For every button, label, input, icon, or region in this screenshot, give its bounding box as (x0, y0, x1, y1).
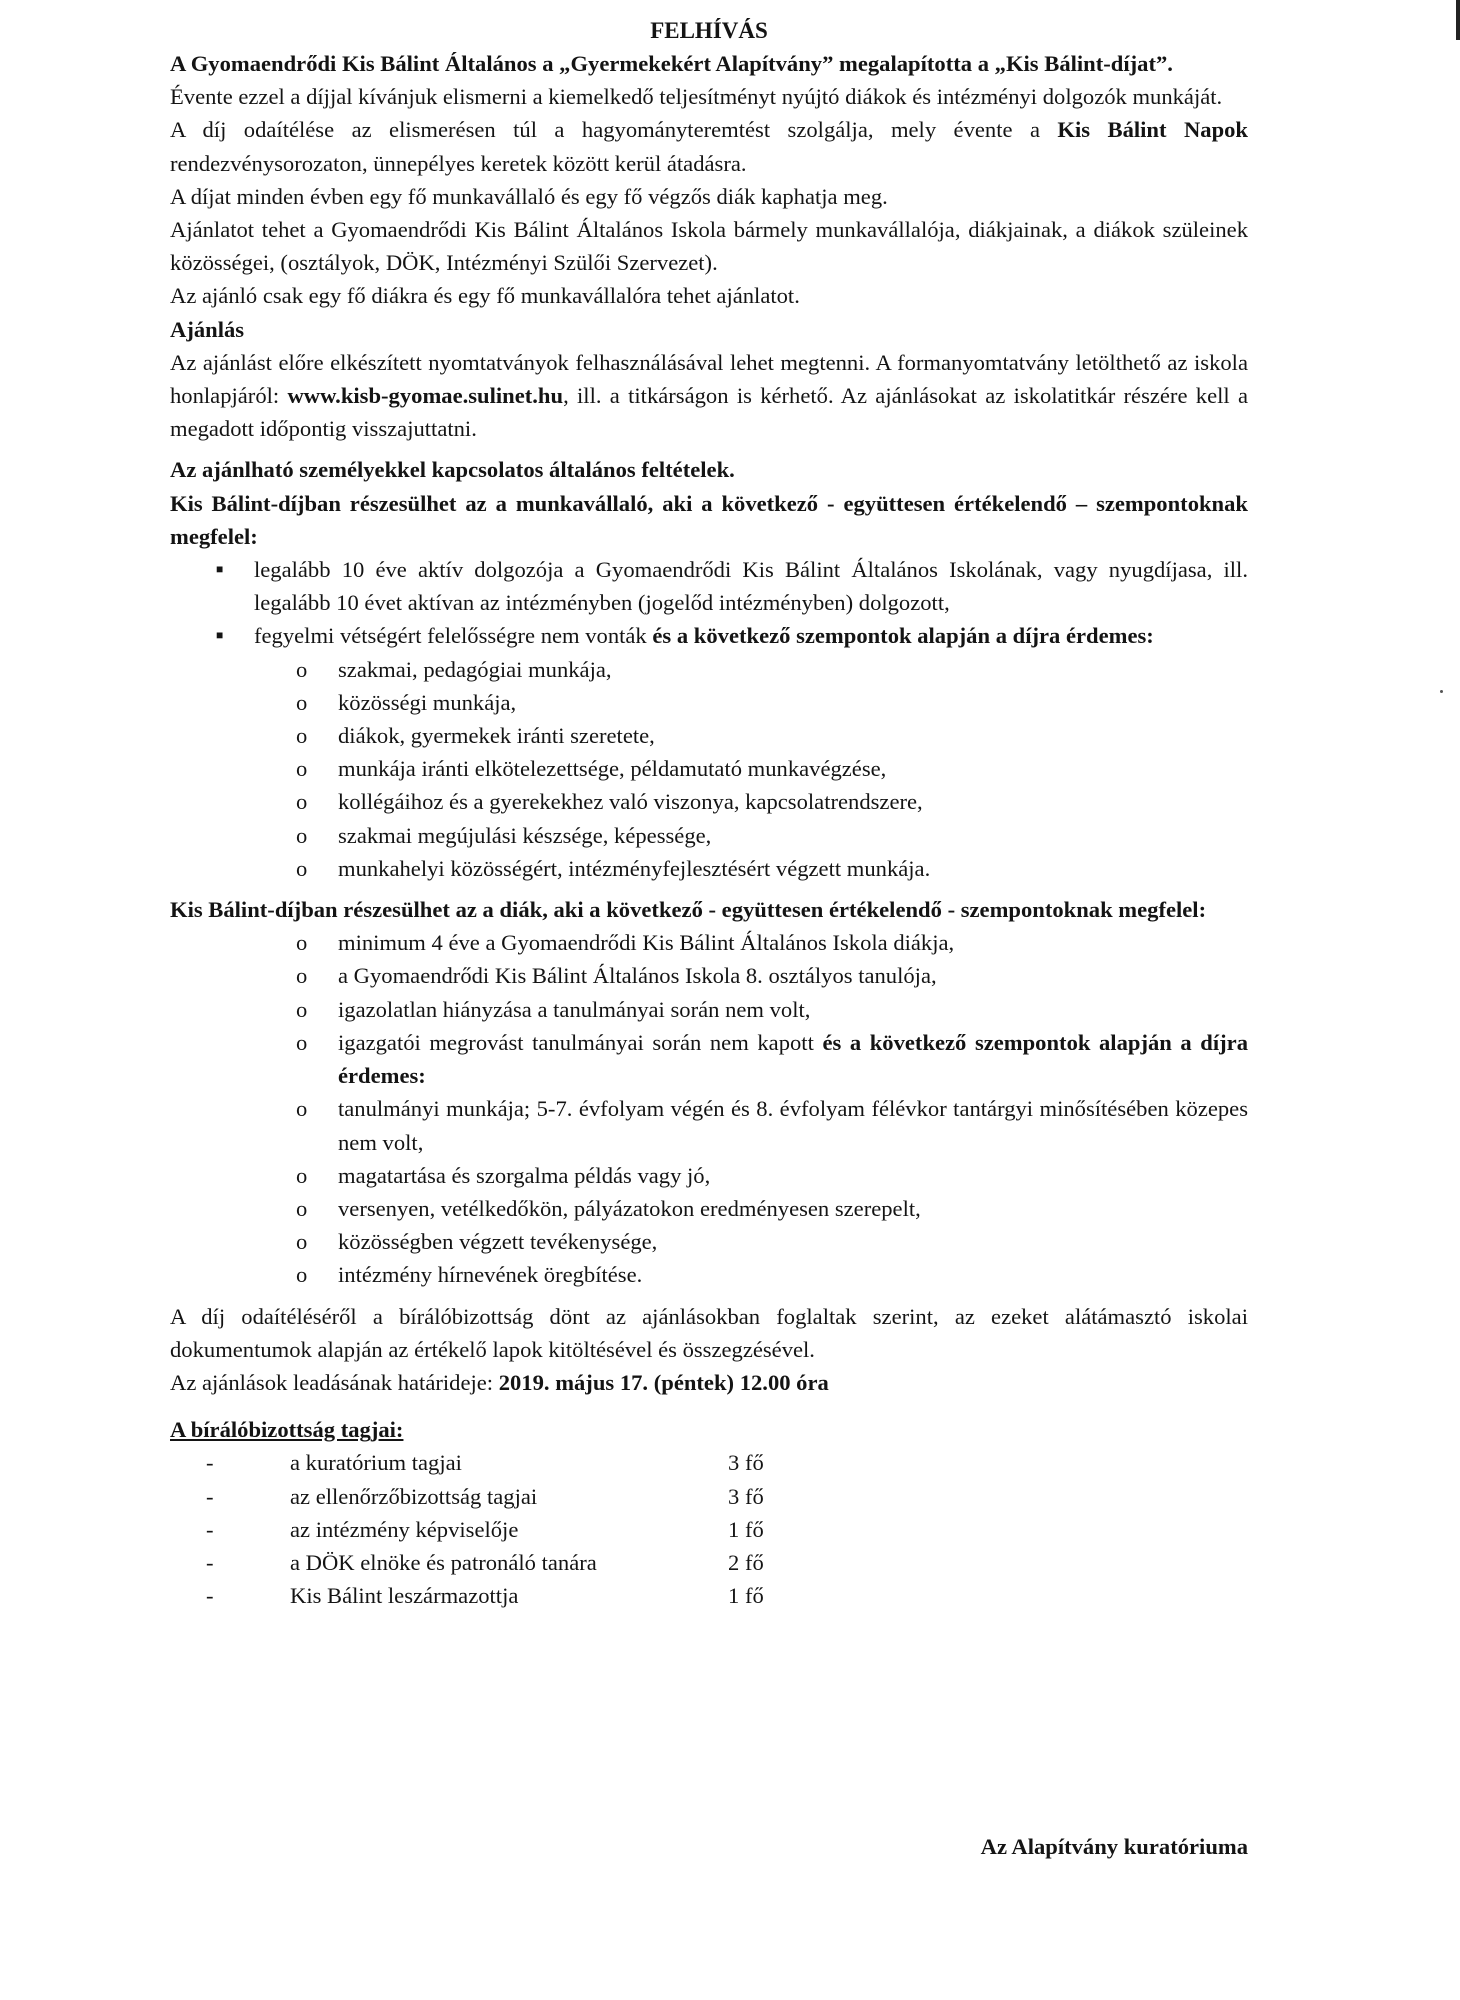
criterion-text: magatartása és szorgalma példás vagy jó, (338, 1162, 711, 1188)
criterion-text: versenyen, vetélkedőkön, pályázatokon eredményesen szerepelt, (338, 1195, 921, 1221)
circle-bullet-icon: o (296, 1262, 308, 1288)
list-item (170, 1258, 1248, 1291)
criterion-text: közösségi munkája, (338, 689, 517, 715)
criterion-text: a Gyomaendrődi Kis Bálint Általános Iskola 8. osztályos tanulója, (338, 963, 937, 989)
list-item (170, 926, 1248, 959)
committee-role: az ellenőrzőbizottság tagjai (290, 1483, 538, 1509)
dash-marker: - (206, 1450, 214, 1476)
intro-paragraph-4: Ajánlatot tehet a Gyomaendrődi Kis Bálint Általános Iskola bármely munkavállalója, diákjainak, a diákok szüleinek közösségei, (osztályok, DÖK, Intézményi Szülői Szervezet). (170, 217, 1248, 276)
list-item (170, 993, 1248, 1026)
circle-bullet-icon: o (296, 723, 308, 749)
signature: Az Alapítvány kuratóriuma (980, 1834, 1248, 1859)
circle-bullet-icon: o (296, 996, 308, 1022)
table-row (170, 1546, 808, 1579)
criterion-text: minimum 4 éve a Gyomaendrődi Kis Bálint Általános Iskola diákja, (338, 930, 955, 956)
document-page (170, 16, 1248, 1859)
student-criteria-list (170, 926, 1248, 1291)
dash-marker: - (206, 1583, 214, 1609)
intro-paragraph-2 (170, 113, 1248, 179)
committee-count: 1 fő (728, 1583, 764, 1609)
deadline-value: 2019. május 17. (péntek) 12.00 óra (498, 1369, 829, 1395)
list-item (170, 653, 1248, 686)
intro-p2-bold: Kis Bálint Napok (1057, 117, 1248, 143)
list-item (170, 686, 1248, 719)
criterion-text: kollégáihoz és a gyerekekhez való viszonya, kapcsolatrendszere, (338, 789, 923, 815)
document-title: FELHÍVÁS (650, 18, 768, 43)
committee-role: Kis Bálint leszármazottja (290, 1583, 519, 1609)
recommendation-text-pre: Az ajánlást előre elkészített nyomtatványok felhasználásával lehet megtenni. A formanyomtatvány letölthető az iskola honlapjáról: (170, 349, 1248, 409)
committee-role: az intézmény képviselője (290, 1516, 519, 1542)
committee-count: 1 fő (728, 1516, 764, 1542)
recommendation-text (170, 346, 1248, 446)
list-item (170, 819, 1248, 852)
intro-paragraph-1: Évente ezzel a díjjal kívánjuk elismerni a kiemelkedő teljesítményt nyújtó diákok és intézményi dolgozók munkáját. (170, 84, 1223, 110)
committee-role: a kuratórium tagjai (290, 1450, 462, 1476)
criterion-bold-text: és a következő szempontok alapján a díjra érdemes: (338, 1029, 1248, 1089)
circle-bullet-icon: o (296, 963, 308, 989)
table-row (170, 1579, 808, 1612)
criterion-text: szakmai, pedagógiai munkája, (338, 656, 612, 682)
deadline-label: Az ajánlások leadásának határideje: (170, 1369, 499, 1395)
square-bullet-icon: ■ (216, 628, 224, 643)
intro-paragraph-3: A díjat minden évben egy fő munkavállaló és egy fő végzős diák kaphatja meg. (170, 183, 888, 209)
scan-edge-artifact (1456, 0, 1460, 40)
recommendation-text-post: , ill. a titkárságon is kérhető. Az ajánlásokat az iskolatitkár részére kell a megadott időpontig visszajuttatni. (170, 383, 1248, 442)
circle-bullet-icon: o (296, 1029, 308, 1055)
intro-paragraph-5: Az ajánló csak egy fő diákra és egy fő munkavállalóra tehet ajánlatot. (170, 283, 800, 309)
circle-bullet-icon: o (296, 1195, 308, 1221)
criterion-text: munkahelyi közösségért, intézményfejlesztésért végzett munkája. (338, 855, 931, 881)
table-row (170, 1446, 808, 1479)
list-item (170, 785, 1248, 818)
table-row (170, 1480, 808, 1513)
circle-bullet-icon: o (296, 855, 308, 881)
intro-p2-tail: rendezvénysorozaton, ünnepélyes keretek között kerül átadásra. (170, 150, 747, 176)
circle-bullet-icon: o (296, 930, 308, 956)
deadline-line (170, 1366, 1248, 1399)
circle-bullet-icon: o (296, 756, 308, 782)
circle-bullet-icon: o (296, 689, 308, 715)
criterion-text: intézmény hírnevének öregbítése. (338, 1262, 643, 1288)
intro-p2-text: A díj odaítélése az elismerésen túl a hagyományteremtést szolgálja, mely évente a (170, 117, 1058, 143)
list-item (170, 553, 1248, 619)
circle-bullet-icon: o (296, 1229, 308, 1255)
square-bullet-icon: ■ (216, 562, 224, 577)
list-item (170, 752, 1248, 785)
intro-heading: A Gyomaendrődi Kis Bálint Általános a „Gyermekekért Alapítvány” megalapította a „Kis Bálint-díjat”. (170, 51, 1173, 76)
recommendation-heading: Ajánlás (170, 316, 245, 342)
dash-marker: - (206, 1483, 214, 1509)
dash-marker: - (206, 1549, 214, 1575)
criterion-text: igazolatlan hiányzása a tanulmányai során nem volt, (338, 996, 811, 1022)
list-item (170, 1092, 1248, 1158)
circle-bullet-icon: o (296, 1162, 308, 1188)
scan-speck (1440, 690, 1443, 693)
decision-paragraph: A díj odaítéléséről a bírálóbizottság dönt az ajánlásokban foglaltak szerint, az ezeket alátámasztó iskolai dokumentumok alapján az értékelő lapok kitöltésével és összegzésével. (170, 1303, 1248, 1362)
table-row (170, 1513, 808, 1546)
criterion-text: igazgatói megrovást tanulmányai során nem kapott (338, 1029, 823, 1055)
list-item (170, 959, 1248, 992)
committee-count: 3 fő (728, 1483, 764, 1509)
circle-bullet-icon: o (296, 822, 308, 848)
bullet-text: fegyelmi vétségért felelősségre nem vonták (254, 623, 653, 649)
criterion-text: tanulmányi munkája; 5-7. évfolyam végén és 8. évfolyam félévkor tantárgyi minősítésében közepes nem volt, (338, 1096, 1248, 1155)
list-item (170, 1026, 1248, 1092)
committee-heading: A bírálóbizottság tagjai: (170, 1417, 404, 1443)
committee-count: 2 fő (728, 1549, 764, 1575)
criterion-text: szakmai megújulási készsége, képessége, (338, 822, 712, 848)
criterion-text: diákok, gyermekek iránti szeretete, (338, 723, 655, 749)
committee-table (170, 1446, 808, 1612)
list-item (170, 1192, 1248, 1225)
bullet-text: legalább 10 éve aktív dolgozója a Gyomaendrődi Kis Bálint Általános Iskolának, vagy nyugdíjasa, ill. legalább 10 évet aktívan az intézményben (jogelőd intézményben) dolgozott, (254, 557, 1248, 616)
list-item (170, 719, 1248, 752)
circle-bullet-icon: o (296, 1096, 308, 1122)
committee-role: a DÖK elnöke és patronáló tanára (290, 1549, 597, 1575)
committee-count: 3 fő (728, 1450, 764, 1476)
criterion-text: munkája iránti elkötelezettsége, példamutató munkavégzése, (338, 756, 887, 782)
criterion-text: közösségben végzett tevékenysége, (338, 1229, 658, 1255)
circle-bullet-icon: o (296, 656, 308, 682)
list-item (170, 619, 1248, 652)
list-item (170, 1225, 1248, 1258)
dash-marker: - (206, 1516, 214, 1542)
student-criteria-heading: Kis Bálint-díjban részesülhet az a diák, aki a következő - együttesen értékelendő - szempontoknak megfelel: (170, 897, 1207, 923)
school-website-link[interactable]: www.kisb-gyomae.sulinet.hu (287, 383, 564, 409)
circle-bullet-icon: o (296, 789, 308, 815)
conditions-heading: Az ajánlható személyekkel kapcsolatos általános feltételek. (170, 457, 735, 483)
list-item (170, 852, 1248, 885)
list-item (170, 1159, 1248, 1192)
employee-criteria-heading: Kis Bálint-díjban részesülhet az a munkavállaló, aki a következő - együttesen értékelendő – szempontoknak megfelel: (170, 490, 1248, 549)
employee-criteria-list (170, 653, 1248, 885)
bullet-bold-text: és a következő szempontok alapján a díjra érdemes: (652, 623, 1154, 649)
employee-bullet-list (170, 553, 1248, 653)
